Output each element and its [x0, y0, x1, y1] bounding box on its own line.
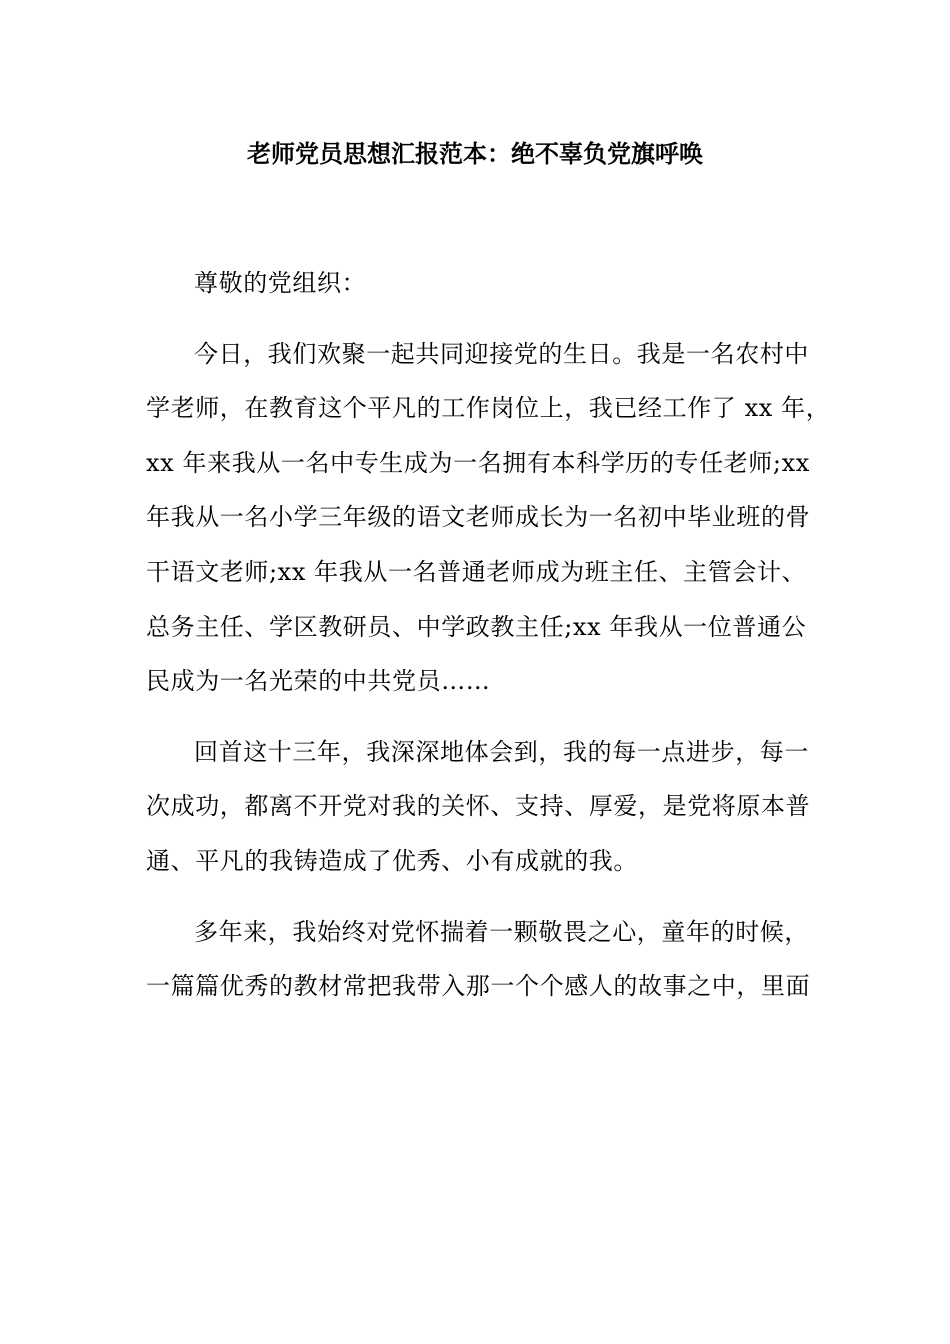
- document-body: [146, 256, 831, 1030]
- text-line: 学老师，在教育这个平凡的工作岗位上，我已经工作了 xx 年，: [146, 394, 831, 423]
- text-line: 回首这十三年，我深深地体会到，我的每一点进步，每一: [194, 737, 809, 766]
- text-line: 总务主任、学区教研员、中学政教主任;xx 年我从一位普通公: [146, 612, 807, 641]
- text-line: 次成功，都离不开党对我的关怀、支持、厚爱，是党将原本普: [146, 792, 811, 821]
- text-line: 干语文老师;xx 年我从一名普通老师成为班主任、主管会计、: [146, 557, 807, 586]
- text-line: xx 年来我从一名中专生成为一名拥有本科学历的专任老师;xx: [146, 448, 810, 477]
- text-line: 今日，我们欢聚一起共同迎接党的生日。我是一名农村中: [194, 339, 809, 368]
- text-line: 多年来，我始终对党怀揣着一颗敬畏之心，童年的时候，: [194, 917, 809, 946]
- text-line: 通、平凡的我铸造成了优秀、小有成就的我。: [146, 846, 638, 875]
- text-line: 民成为一名光荣的中共党员……: [146, 667, 491, 696]
- text-line: 一篇篇优秀的教材常把我带入那一个个感人的故事之中，里面: [146, 972, 811, 1001]
- text-line: 年我从一名小学三年级的语文老师成长为一名初中毕业班的骨: [146, 503, 811, 532]
- document-title: 老师党员思想汇报范本：绝不辜负党旗呼唤: [247, 139, 703, 168]
- salutation: 尊敬的党组织：: [194, 269, 367, 297]
- paragraph-2: [146, 725, 810, 889]
- paragraph-1: [146, 327, 831, 709]
- paragraph-3: [146, 905, 810, 1014]
